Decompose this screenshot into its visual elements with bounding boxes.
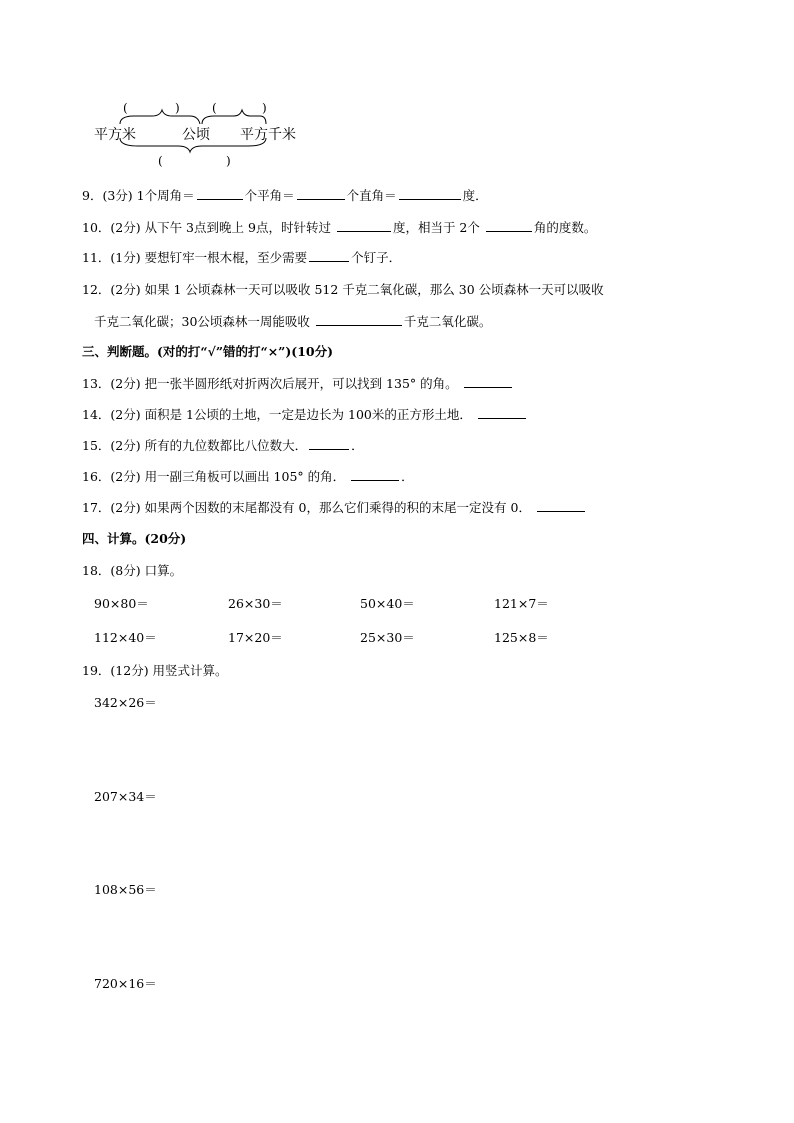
q14-blank[interactable] [478, 406, 526, 419]
oral-item: 121×7＝ [494, 596, 549, 611]
q9-text-2: 个直角＝ [346, 188, 397, 203]
q9-blank-1[interactable] [197, 187, 243, 200]
q15-text: 15．(2分) 所有的九位数都比八位数大． [82, 438, 308, 453]
q16-text: 16．(2分) 用一副三角板可以画出 105° 的角． [82, 469, 346, 484]
question-9 [82, 186, 488, 204]
q12-line1: 12．(2分) 如果 1 公顷森林一天可以吸收 512 千克二氧化碳，那么 30 公顷森林一天可以吸收 [82, 282, 604, 297]
judge-item-13 [82, 374, 514, 392]
q13-text: 13．(2分) 把一张半圆形纸对折两次后展开，可以找到 135° 的角。 [82, 376, 458, 391]
question-11 [82, 248, 401, 266]
unit-hectare: 公顷 [182, 127, 210, 143]
section-3-title: 三、判断题。(对的打“√”错的打“×”)(10分) [82, 344, 334, 359]
q15-suffix: ． [351, 438, 364, 453]
q19-title: 19．(12分) 用竖式计算。 [82, 663, 228, 678]
vertical-calc-item: 207×34＝ [94, 789, 157, 804]
q12-line2a: 千克二氧化碳；30公顷森林一周能吸收 [94, 314, 310, 329]
oral-item: 125×8＝ [494, 630, 549, 645]
paren-right-top-open: ( [212, 101, 217, 115]
q16-suffix: ． [401, 469, 414, 484]
q12-line2b: 千克二氧化碳。 [403, 314, 492, 329]
q11-prefix: 11．(1分) 要想钉牢一根木棍，至少需要 [82, 250, 308, 265]
q10-blank-1[interactable] [337, 219, 391, 232]
q15-blank[interactable] [309, 437, 349, 450]
oral-item: 17×20＝ [228, 630, 283, 645]
oral-item: 50×40＝ [360, 596, 415, 611]
question-10 [82, 218, 596, 236]
paren-bottom-open: ( [158, 154, 163, 168]
q13-blank[interactable] [464, 375, 512, 388]
oral-item: 26×30＝ [228, 596, 283, 611]
judge-item-16 [82, 467, 414, 485]
q14-text: 14．(2分) 面积是 1公顷的土地，一定是边长为 100米的正方形土地． [82, 407, 472, 422]
q9-blank-2[interactable] [297, 187, 345, 200]
oral-item: 25×30＝ [360, 630, 415, 645]
question-12-line-1 [82, 280, 604, 298]
judge-item-14 [82, 405, 528, 423]
unit-square-kilometer: 平方千米 [240, 127, 296, 143]
paren-bottom-close: ) [226, 154, 231, 168]
judge-item-15 [82, 436, 364, 454]
vertical-calc-item: 108×56＝ [94, 882, 157, 897]
q9-blank-3[interactable] [399, 187, 461, 200]
question-12-line-2 [94, 312, 491, 330]
q17-blank[interactable] [537, 499, 585, 512]
paren-right-top-close: ) [262, 101, 267, 115]
section-4-title: 四、计算。(20分) [82, 531, 187, 546]
q11-blank-1[interactable] [309, 249, 349, 262]
judge-item-17 [82, 498, 587, 516]
oral-item: 112×40＝ [94, 630, 157, 645]
q16-blank[interactable] [351, 468, 399, 481]
vertical-calc-item: 720×16＝ [94, 976, 157, 991]
q9-text-3: 度． [462, 188, 488, 203]
paren-left-top-open: ( [123, 101, 128, 115]
q9-prefix: 9．(3分) 1个周角＝ [82, 188, 195, 203]
vertical-calc-item: 342×26＝ [94, 695, 157, 710]
q17-text: 17．(2分) 如果两个因数的末尾都没有 0，那么它们乘得的积的末尾一定没有 0． [82, 500, 531, 515]
q11-text-1: 个钉子． [351, 250, 402, 265]
unit-square-meter: 平方米 [94, 127, 136, 143]
q10-prefix: 10．(2分) 从下午 3点到晚上 9点，时针转过 [82, 220, 331, 235]
q18-title: 18．(8分) 口算。 [82, 563, 183, 578]
q10-text-2: 角的度数。 [533, 220, 597, 235]
q12-blank-2[interactable] [316, 313, 402, 326]
paren-left-top-close: ) [175, 101, 180, 115]
q9-text-1: 个平角＝ [244, 188, 295, 203]
q10-text-1: 度，相当于 2个 [392, 220, 480, 235]
oral-item: 90×80＝ [94, 596, 149, 611]
q10-blank-2[interactable] [486, 219, 532, 232]
